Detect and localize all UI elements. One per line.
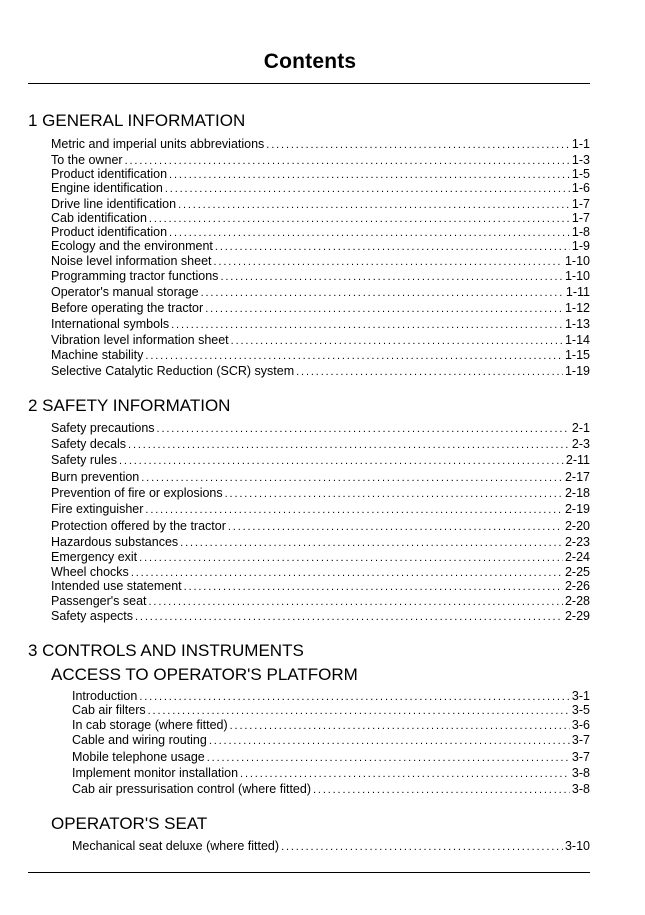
toc-entry[interactable]	[51, 550, 590, 566]
toc-entry-label: Product identification	[51, 225, 168, 239]
toc-entry-label: Safety precautions	[51, 421, 155, 435]
dot-leader	[157, 421, 570, 437]
toc-entry-page: 3-8	[571, 766, 590, 780]
toc-entry[interactable]	[51, 364, 590, 380]
toc-entry-page: 1-7	[571, 211, 590, 225]
toc-entry[interactable]	[72, 718, 590, 734]
page-title: Contents	[263, 50, 357, 73]
toc-entry-page: 1-5	[571, 167, 590, 181]
toc-entry-page: 2-19	[564, 502, 590, 516]
dot-leader	[171, 317, 563, 333]
dot-leader	[215, 239, 570, 255]
toc-entry-page: 1-7	[571, 197, 590, 211]
dot-leader	[165, 181, 570, 197]
toc-entry-page: 3-10	[564, 839, 590, 853]
dot-leader	[207, 750, 570, 766]
toc-entry-label: Introduction	[72, 689, 138, 703]
dot-leader	[145, 502, 563, 518]
toc-entry-page: 1-12	[564, 301, 590, 315]
toc-entry[interactable]	[51, 137, 590, 153]
dot-leader	[141, 470, 563, 486]
dot-leader	[228, 519, 563, 535]
dot-leader	[184, 579, 563, 595]
toc-entry-page: 2-26	[564, 579, 590, 593]
dot-leader	[135, 609, 563, 625]
dot-leader	[313, 782, 570, 798]
toc-entry-label: Passenger's seat	[51, 594, 147, 608]
toc-entry[interactable]	[51, 254, 590, 270]
toc-entry-page: 1-9	[571, 239, 590, 253]
toc-entry-label: To the owner	[51, 153, 123, 167]
toc-entry-label: Protection offered by the tractor	[51, 519, 226, 533]
toc-entry-label: Intended use statement	[51, 579, 182, 593]
toc-entry-label: Mechanical seat deluxe (where fitted)	[72, 839, 280, 853]
toc-entry[interactable]	[51, 269, 590, 285]
toc-entry[interactable]	[51, 181, 590, 197]
toc-entry-label: Ecology and the environment	[51, 239, 213, 253]
toc-entry-page: 3-1	[571, 689, 590, 703]
toc-entry-label: Cab air pressurisation control (where fitted)	[72, 782, 311, 796]
toc-entry-page: 2-28	[564, 594, 590, 608]
toc-entry-page: 2-24	[564, 550, 590, 564]
subsection-heading: ACCESS TO OPERATOR'S PLATFORM	[51, 665, 358, 684]
toc-entry-page: 2-1	[571, 421, 590, 435]
dot-leader	[220, 269, 563, 285]
toc-entry-page: 1-10	[564, 269, 590, 283]
toc-entry[interactable]	[51, 333, 590, 349]
toc-entry-label: Safety rules	[51, 453, 118, 467]
toc-entry-page: 1-3	[571, 153, 590, 167]
dot-leader	[214, 254, 563, 270]
toc-entry[interactable]	[51, 519, 590, 535]
section-heading: 1 GENERAL INFORMATION	[28, 111, 246, 130]
dot-leader	[180, 535, 563, 551]
toc-entry[interactable]	[51, 239, 590, 255]
toc-entry-label: Prevention of fire or explosions	[51, 486, 223, 500]
dot-leader	[266, 137, 570, 153]
toc-entry-page: 1-6	[571, 181, 590, 195]
toc-entry[interactable]	[72, 750, 590, 766]
toc-entry-page: 1-15	[564, 348, 590, 362]
toc-entry-page: 1-19	[564, 364, 590, 378]
toc-entry-page: 2-25	[564, 565, 590, 579]
dot-leader	[205, 301, 563, 317]
toc-entry[interactable]	[51, 486, 590, 502]
section-heading: 2 SAFETY INFORMATION	[28, 396, 231, 415]
toc-entry-label: Drive line identification	[51, 197, 177, 211]
toc-entry[interactable]	[51, 301, 590, 317]
dot-leader	[149, 594, 563, 610]
toc-entry-page: 1-14	[564, 333, 590, 347]
dot-leader	[281, 839, 563, 855]
toc-entry-page: 1-10	[564, 254, 590, 268]
toc-entry-label: Hazardous substances	[51, 535, 179, 549]
toc-entry-page: 2-29	[564, 609, 590, 623]
toc-entry-page: 2-11	[565, 453, 590, 467]
toc-entry-label: Product identification	[51, 167, 168, 181]
toc-entry[interactable]	[51, 502, 590, 518]
toc-entry[interactable]	[72, 703, 590, 719]
toc-entry-label: Wheel chocks	[51, 565, 129, 579]
toc-entry-label: Cab air filters	[72, 703, 146, 717]
toc-entry-page: 3-7	[571, 750, 590, 764]
toc-entry-label: Implement monitor installation	[72, 766, 239, 780]
toc-entry-label: Machine stability	[51, 348, 144, 362]
toc-entry[interactable]	[72, 733, 590, 749]
toc-entry[interactable]	[51, 579, 590, 595]
toc-entry[interactable]	[51, 421, 590, 437]
toc-entry-page: 2-18	[564, 486, 590, 500]
toc-entry-label: Fire extinguisher	[51, 502, 144, 516]
toc-entry[interactable]	[51, 594, 590, 610]
dot-leader	[139, 550, 563, 566]
toc-entry-page: 1-13	[564, 317, 590, 331]
toc-entry-label: Engine identification	[51, 181, 163, 195]
toc-entry-page: 3-5	[571, 703, 590, 717]
dot-leader	[209, 733, 570, 749]
toc-entry-page: 2-17	[564, 470, 590, 484]
toc-entry-label: Safety aspects	[51, 609, 133, 623]
toc-entry[interactable]	[72, 839, 590, 855]
toc-entry-label: Vibration level information sheet	[51, 333, 229, 347]
toc-entry[interactable]	[51, 317, 590, 333]
toc-entry[interactable]	[51, 437, 590, 453]
toc-entry[interactable]	[51, 285, 590, 301]
toc-entry-label: Selective Catalytic Reduction (SCR) system	[51, 364, 295, 378]
toc-entry-page: 1-11	[565, 285, 590, 299]
toc-entry-label: Safety decals	[51, 437, 127, 451]
dot-leader	[201, 285, 564, 301]
toc-entry[interactable]	[51, 348, 590, 364]
dot-leader	[119, 453, 564, 469]
dot-leader	[240, 766, 570, 782]
toc-entry[interactable]	[51, 470, 590, 486]
toc-entry-label: Burn prevention	[51, 470, 140, 484]
dot-leader	[128, 437, 570, 453]
toc-entry-page: 3-7	[571, 733, 590, 747]
toc-entry-label: Emergency exit	[51, 550, 138, 564]
toc-entry-label: In cab storage (where fitted)	[72, 718, 228, 732]
toc-entry-label: International symbols	[51, 317, 170, 331]
toc-entry[interactable]	[51, 535, 590, 551]
toc-entry-page: 2-20	[564, 519, 590, 533]
subsection-heading: OPERATOR'S SEAT	[51, 814, 208, 833]
toc-entry-label: Operator's manual storage	[51, 285, 199, 299]
toc-entry[interactable]	[51, 453, 590, 469]
section-heading: 3 CONTROLS AND INSTRUMENTS	[28, 641, 304, 660]
dot-leader	[148, 703, 570, 719]
toc-entry-page: 2-3	[571, 437, 590, 451]
toc-entry-page: 3-6	[571, 718, 590, 732]
dot-leader	[225, 486, 563, 502]
toc-entry[interactable]	[72, 782, 590, 798]
toc-entry-page: 2-23	[564, 535, 590, 549]
top-rule	[28, 83, 590, 84]
toc-entry-label: Noise level information sheet	[51, 254, 212, 268]
toc-entry-page: 1-8	[571, 225, 590, 239]
bottom-rule	[28, 872, 590, 873]
dot-leader	[296, 364, 563, 380]
toc-entry-label: Mobile telephone usage	[72, 750, 205, 764]
toc-entry-label: Cab identification	[51, 211, 147, 225]
toc-entry-label: Programming tractor functions	[51, 269, 219, 283]
toc-entry[interactable]	[51, 609, 590, 625]
dot-leader	[145, 348, 563, 364]
dot-leader	[231, 333, 563, 349]
toc-entry-label: Cable and wiring routing	[72, 733, 207, 747]
toc-entry-page: 3-8	[571, 782, 590, 796]
toc-entry-label: Before operating the tractor	[51, 301, 204, 315]
toc-entry-label: Metric and imperial units abbreviations	[51, 137, 265, 151]
dot-leader	[230, 718, 570, 734]
toc-entry-page: 1-1	[571, 137, 590, 151]
toc-entry[interactable]	[72, 766, 590, 782]
